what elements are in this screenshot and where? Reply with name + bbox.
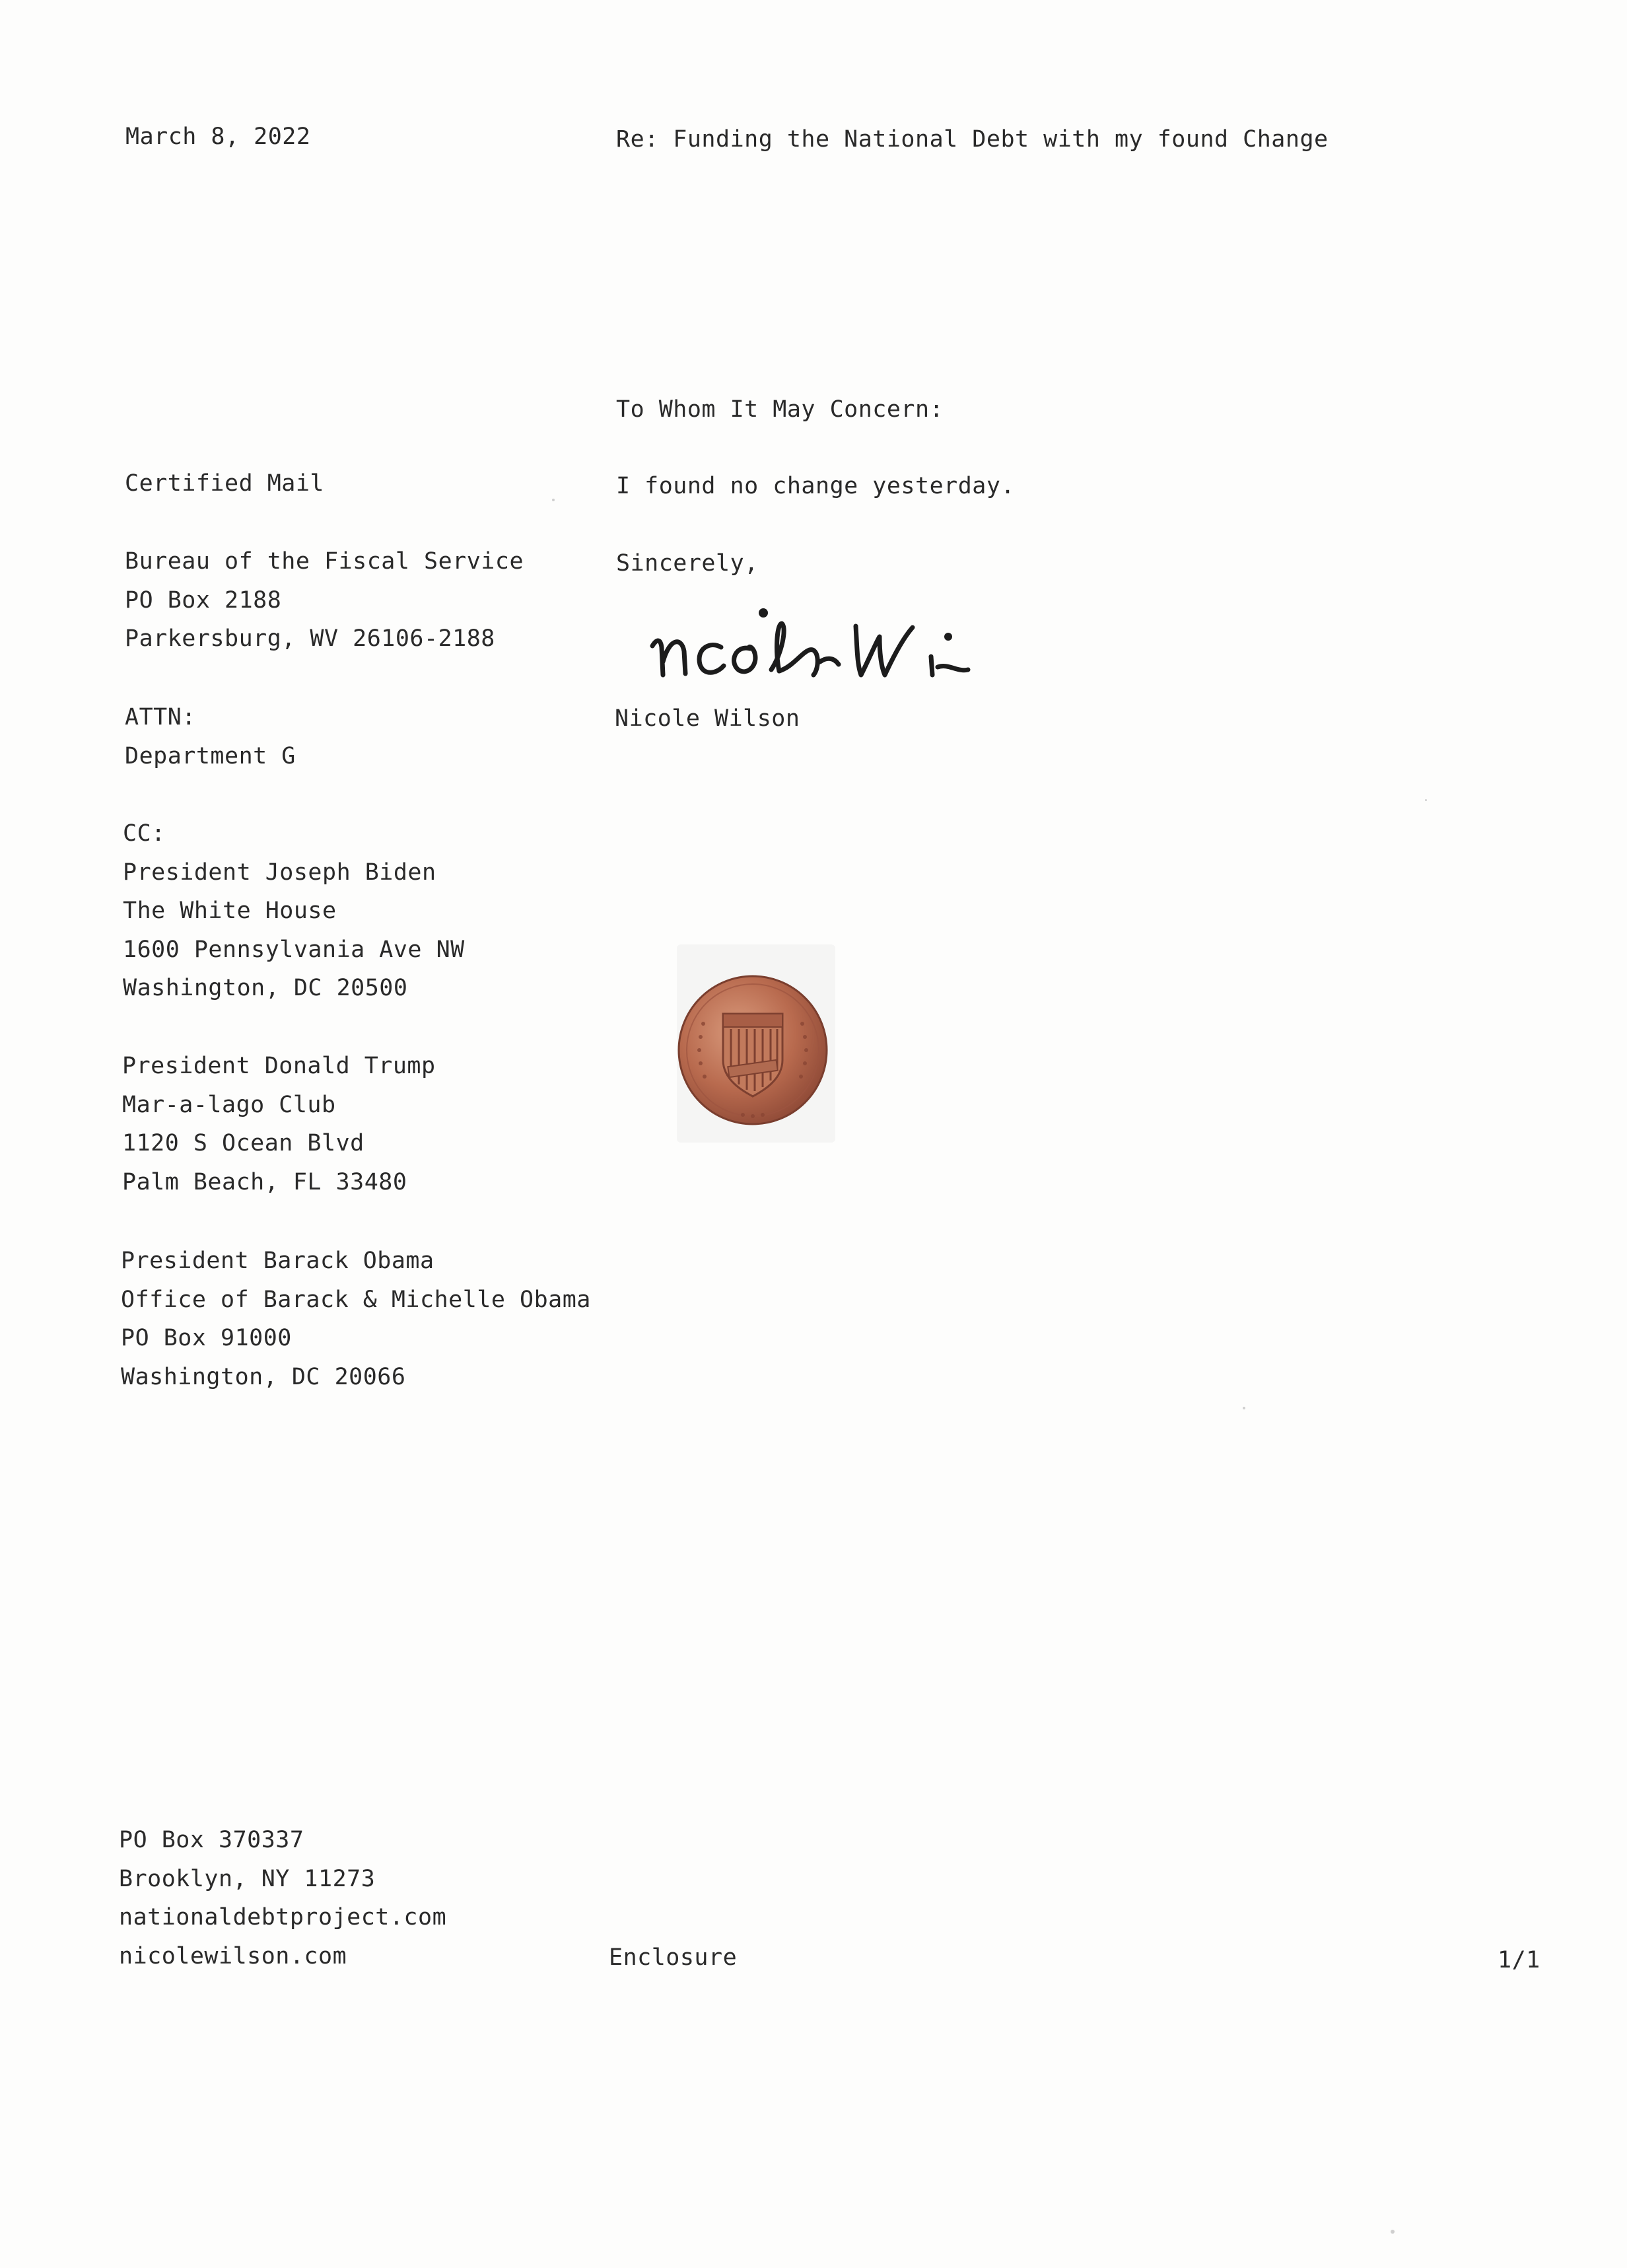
letter-date: March 8, 2022 xyxy=(125,124,311,150)
delivery-method: Certified Mail xyxy=(125,470,325,497)
sender-line: nationaldebtproject.com xyxy=(119,1904,447,1931)
cc-line: The White House xyxy=(123,898,337,924)
handwritten-signature xyxy=(647,601,1030,693)
enclosure-label: Enclosure xyxy=(609,1944,738,1971)
cc-line: President Donald Trump xyxy=(122,1053,436,1079)
attn-block xyxy=(125,698,296,775)
sender-address xyxy=(119,1821,446,1975)
cc-recipient-trump xyxy=(122,1047,436,1201)
sender-line: PO Box 370337 xyxy=(119,1827,304,1853)
cc-line: 1600 Pennsylvania Ave NW xyxy=(123,936,465,963)
address-line: Parkersburg, WV 26106-2188 xyxy=(125,625,495,652)
scan-speck xyxy=(1243,1407,1245,1409)
cc-line: President Barack Obama xyxy=(121,1248,434,1274)
letter-subject: Re: Funding the National Debt with my found Change xyxy=(616,126,1329,153)
cc-line: President Joseph Biden xyxy=(123,859,436,886)
cc-block xyxy=(123,814,465,1008)
cc-line: Office of Barack & Michelle Obama xyxy=(121,1286,591,1313)
attn-label: ATTN: xyxy=(125,704,196,730)
recipient-address xyxy=(125,542,524,658)
cc-line: Washington, DC 20500 xyxy=(123,975,408,1001)
scan-speck xyxy=(1391,2230,1395,2234)
address-line: Bureau of the Fiscal Service xyxy=(125,548,524,575)
salutation: To Whom It May Concern: xyxy=(616,396,944,423)
sender-line: nicolewilson.com xyxy=(119,1942,347,1969)
cc-label: CC: xyxy=(123,820,166,847)
enclosure-penny xyxy=(677,944,835,1143)
signer-name: Nicole Wilson xyxy=(615,705,800,732)
cc-line: Washington, DC 20066 xyxy=(121,1363,406,1390)
page-number: 1/1 xyxy=(1498,1947,1540,1973)
cc-recipient-obama xyxy=(121,1242,591,1396)
cc-line: 1120 S Ocean Blvd xyxy=(122,1130,364,1156)
address-line: PO Box 2188 xyxy=(125,586,282,614)
penny-image xyxy=(677,944,835,1143)
cc-line: PO Box 91000 xyxy=(121,1325,292,1351)
scan-speck xyxy=(1425,799,1427,801)
sender-line: Brooklyn, NY 11273 xyxy=(119,1865,376,1892)
letter-body: I found no change yesterday. xyxy=(616,473,1016,499)
cc-line: Palm Beach, FL 33480 xyxy=(122,1168,407,1195)
scan-speck xyxy=(552,499,555,501)
attn-value: Department G xyxy=(125,742,296,769)
closing: Sincerely, xyxy=(616,550,759,577)
cc-line: Mar-a-lago Club xyxy=(122,1091,336,1118)
